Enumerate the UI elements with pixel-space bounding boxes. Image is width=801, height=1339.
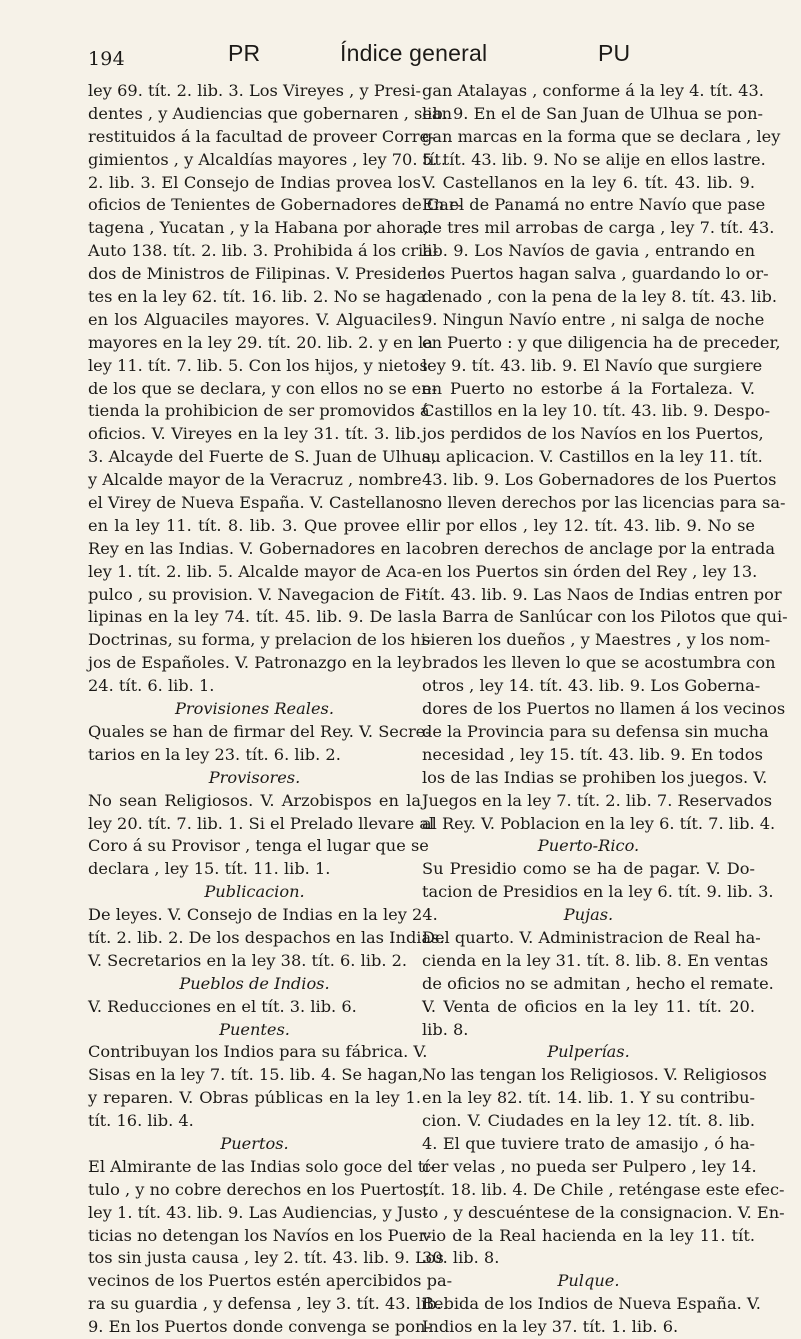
index-text-line: de los que se declara, y con ellos no se en- — [88, 378, 438, 398]
index-text-line: al Rey. V. Poblacion en la ley 6. tít. 7. lib. 4. — [422, 813, 776, 833]
index-text-line: oficios. V. Vireyes en la ley 31. tít. 3. lib. — [88, 424, 421, 444]
index-text-line: y Alcalde mayor de la Veracruz , nombre — [88, 470, 422, 490]
running-header — [88, 34, 748, 74]
index-text-line: restituidos á la facultad de proveer Corre- — [88, 126, 435, 146]
index-text-line: V. Reducciones en el tít. 3. lib. 6. — [88, 996, 357, 1016]
index-text-line: No sean Religiosos. V. Arzobispos en la — [88, 790, 421, 810]
index-heading: Puerto-Rico. — [537, 836, 640, 856]
index-text-line: en la ley 11. tít. 8. lib. 3. Que provee el — [88, 515, 421, 535]
index-text-line: Indios en la ley 37. tít. 1. lib. 6. — [422, 1317, 679, 1337]
index-text-line: Juegos en la ley 7. tít. 2. lib. 7. Reservados — [422, 790, 773, 810]
index-text-line: tít. 16. lib. 4. — [88, 1111, 194, 1131]
index-text-line: sieren los dueños , y Maestres , y los nom- — [422, 630, 771, 650]
index-text-line: tienda la prohibicion de ser promovidos á — [88, 401, 430, 421]
index-text-line: lib. 9. Los Navíos de gavia , entrando en — [422, 241, 755, 261]
index-text-line: no lleven derechos por las licencias para sa- — [422, 493, 786, 513]
index-text-line: mayores en la ley 29. tít. 20. lib. 2. y en la — [88, 332, 433, 352]
index-text-line: to , y descuéntese de la consignacion. V. En- — [422, 1202, 785, 1222]
index-text-line: oficios de Tenientes de Gobernadores de Car- — [88, 195, 463, 215]
index-text-line: brados les lleven lo que se acostumbra con — [422, 653, 776, 673]
index-text-line: denado , con la pena de la ley 8. tít. 43. lib. — [422, 287, 778, 307]
index-text-line: El Almirante de las Indias solo goce del tí- — [88, 1156, 435, 1176]
guide-word-right: PU — [598, 40, 631, 66]
index-text-line: dentes , y Audiencias que gobernaren , sean — [88, 103, 453, 123]
index-text-line: tarios en la ley 23. tít. 6. lib. 2. — [88, 744, 341, 764]
index-text-line: Bebida de los Indios de Nueva España. V. — [422, 1294, 761, 1314]
index-text-line: Doctrinas, su forma, y prelacion de los hi- — [88, 630, 432, 650]
index-text-line: pulco , su provision. V. Navegacion de Fi- — [88, 584, 427, 604]
index-text-line: Coro á su Provisor , tenga el lugar que se — [88, 836, 429, 856]
index-heading: Provisores. — [208, 767, 301, 787]
index-text-line: tulo , y no cobre derechos en los Puertos, — [88, 1179, 429, 1199]
index-heading: Puentes. — [219, 1019, 290, 1039]
index-text-line: tacion de Presidios en la ley 6. tít. 9. lib. 3. — [422, 882, 774, 902]
index-text-line: en los Puertos sin órden del Rey , ley 13. — [422, 561, 758, 581]
index-heading: Puertos. — [220, 1133, 289, 1153]
index-text-line: De leyes. V. Consejo de Indias en la ley 24. — [88, 905, 438, 925]
index-text-line: tít. 2. lib. 2. De los despachos en las Indias. — [88, 927, 445, 947]
index-text-line: ley 69. tít. 2. lib. 3. Los Vireyes , y Presi- — [88, 81, 421, 100]
index-text-line: en la ley 82. tít. 14. lib. 1. Y su contribu- — [422, 1088, 755, 1108]
index-text-line: lib. 8. — [422, 1019, 469, 1039]
index-text-line: en Puerto : y que diligencia ha de preceder, — [422, 332, 781, 352]
index-text-line: el Virey de Nueva España. V. Castellanos — [88, 493, 424, 513]
guide-word-left: PR — [228, 40, 261, 66]
index-text-line: declara , ley 15. tít. 11. lib. 1. — [88, 859, 331, 879]
index-text-line: ley 1. tít. 2. lib. 5. Alcalde mayor de Aca- — [88, 561, 422, 581]
index-heading: Pujas. — [563, 905, 614, 925]
index-text-line: 24. tít. 6. lib. 1. — [88, 676, 215, 696]
index-text-line: dores de los Puertos no llamen á los vecinos — [422, 699, 786, 719]
index-text-line: tít. 43. lib. 9. Las Naos de Indias entren por — [422, 584, 782, 604]
index-text-line: 9. Ningun Navío entre , ni salga de noche — [422, 309, 765, 329]
index-text-line: No las tengan los Religiosos. V. Religiosos — [422, 1065, 767, 1085]
index-text-line: ley 9. tít. 43. lib. 9. El Navío que surgiere — [422, 355, 763, 375]
index-text-line: lir por ellos , ley 12. tít. 43. lib. 9. No se — [422, 515, 755, 535]
index-text-line: la Barra de Sanlúcar con los Pilotos que qui- — [422, 607, 788, 627]
index-text-line: gan Atalayas , conforme á la ley 4. tít. 43. — [422, 81, 764, 100]
index-heading: Provisiones Reales. — [174, 699, 334, 719]
index-text-line: vecinos de los Puertos estén apercibidos pa- — [88, 1271, 453, 1291]
index-text-line: necesidad , ley 15. tít. 43. lib. 9. En todos — [422, 744, 763, 764]
index-text-line: V. Castellanos en la ley 6. tít. 43. lib. 9. — [422, 172, 755, 192]
index-text-line: V. Secretarios en la ley 38. tít. 6. lib. 2. — [88, 950, 408, 970]
page-number: 194 — [88, 48, 125, 70]
index-text-line: jos perdidos de los Navíos en los Puertos, — [422, 424, 764, 444]
index-text-line: Castillos en la ley 10. tít. 43. lib. 9. Despo- — [422, 401, 771, 421]
index-text-line: de tres mil arrobas de carga , ley 7. tít. 43. — [422, 218, 775, 238]
index-text-line: gimientos , y Alcaldías mayores , ley 70. tít. — [88, 149, 446, 169]
index-text-line: 43. lib. 9. Los Gobernadores de los Puertos — [422, 470, 777, 490]
index-text-line: ticias no detengan los Navíos en los Puer- — [88, 1225, 432, 1245]
index-text-line: tos sin justa causa , ley 2. tít. 43. lib. 9. Los — [88, 1248, 444, 1268]
index-text-line: su aplicacion. V. Castillos en la ley 11. tít. — [422, 447, 763, 467]
index-text-line: Del quarto. V. Administracion de Real ha- — [422, 927, 761, 947]
index-text-line: cobren derechos de anclage por la entrada — [422, 538, 776, 558]
index-text-line: 2. lib. 3. El Consejo de Indias provea los — [88, 172, 421, 192]
index-text-line: dos de Ministros de Filipinas. V. Presiden- — [88, 264, 433, 284]
index-heading: Pulperías. — [547, 1042, 630, 1062]
index-text-line: 3. Alcayde del Fuerte de S. Juan de Ulhua, — [88, 447, 437, 467]
index-text-line: en los Alguaciles mayores. V. Alguaciles — [88, 309, 421, 329]
index-text-line: ra su guardia , y defensa , ley 3. tít. 43. lib. — [88, 1294, 442, 1314]
index-text-line: lipinas en la ley 74. tít. 45. lib. 9. De las — [88, 607, 421, 627]
index-heading: Publicacion. — [204, 882, 305, 902]
index-text-line: y reparen. V. Obras públicas en la ley 1. — [88, 1088, 421, 1108]
page-title: Índice general — [340, 40, 488, 66]
index-text-line: 9. En los Puertos donde convenga se pon- — [88, 1317, 431, 1337]
index-text-line: vio de la Real hacienda en la ley 11. tít. — [422, 1225, 755, 1245]
index-heading: Pueblos de Indios. — [179, 973, 330, 993]
index-text-line: ley 20. tít. 7. lib. 1. Si el Prelado llevare al — [88, 813, 435, 833]
index-text-line: cienda en la ley 31. tít. 8. lib. 8. En ventas — [422, 950, 769, 970]
index-text-line: Rey en las Indias. V. Gobernadores en la — [88, 538, 421, 558]
index-text-line: jos de Españoles. V. Patronazgo en la ley — [88, 653, 421, 673]
index-text-line: 30. lib. 8. — [422, 1248, 500, 1268]
index-text-line: Sisas en la ley 7. tít. 15. lib. 4. Se hagan, — [88, 1065, 423, 1085]
index-text-line: lib. 9. En el de San Juan de Ulhua se pon- — [422, 103, 764, 123]
right-column — [422, 80, 788, 1339]
index-text-line: ley 11. tít. 7. lib. 5. Con los hijos, y nietos — [88, 355, 428, 375]
index-text-line: En el de Panamá no entre Navío que pase — [422, 195, 766, 215]
index-text-line: tít. 18. lib. 4. De Chile , reténgase este efec- — [422, 1179, 785, 1199]
index-text-line: tes en la ley 62. tít. 16. lib. 2. No se haga — [88, 287, 426, 307]
index-text-line: en Puerto no estorbe á la Fortaleza. V. — [422, 378, 755, 398]
index-text-line: ley 1. tít. 43. lib. 9. Las Audiencias, y Jus- — [88, 1202, 428, 1222]
index-text-line: cion. V. Ciudades en la ley 12. tít. 8. lib. — [422, 1111, 755, 1131]
index-text-line: tagena , Yucatan , y la Habana por ahora, — [88, 218, 429, 238]
index-text-line: de la Provincia para su defensa sin mucha — [422, 721, 769, 741]
index-text-line: Quales se han de firmar del Rey. V. Secre- — [88, 721, 431, 741]
index-text-line: los de las Indias se prohiben los juegos. V. — [422, 767, 768, 787]
index-text-line: Su Presidio como se ha de pagar. V. Do- — [422, 859, 755, 879]
index-text-line: 4. El que tuviere trato de amasijo , ó ha- — [422, 1133, 755, 1153]
index-text-line: otros , ley 14. tít. 43. lib. 9. Los Goberna- — [422, 676, 761, 696]
index-text-line: cer velas , no pueda ser Pulpero , ley 14. — [422, 1156, 757, 1176]
index-text-line: 5. tít. 43. lib. 9. No se alije en ellos lastre. — [422, 149, 766, 169]
index-text-line: V. Venta de oficios en la ley 11. tít. 20. — [422, 996, 755, 1016]
index-text-line: Auto 138. tít. 2. lib. 3. Prohibida á los cria- — [88, 241, 439, 261]
index-text-line: de oficios no se admitan , hecho el remate. — [422, 973, 774, 993]
index-text-line: Contribuyan los Indios para su fábrica. V. — [88, 1042, 428, 1062]
index-text-line: los Puertos hagan salva , guardando lo or- — [422, 264, 769, 284]
index-heading: Pulque. — [557, 1271, 620, 1291]
index-text-line: gan marcas en la forma que se declara , ley — [422, 126, 781, 146]
